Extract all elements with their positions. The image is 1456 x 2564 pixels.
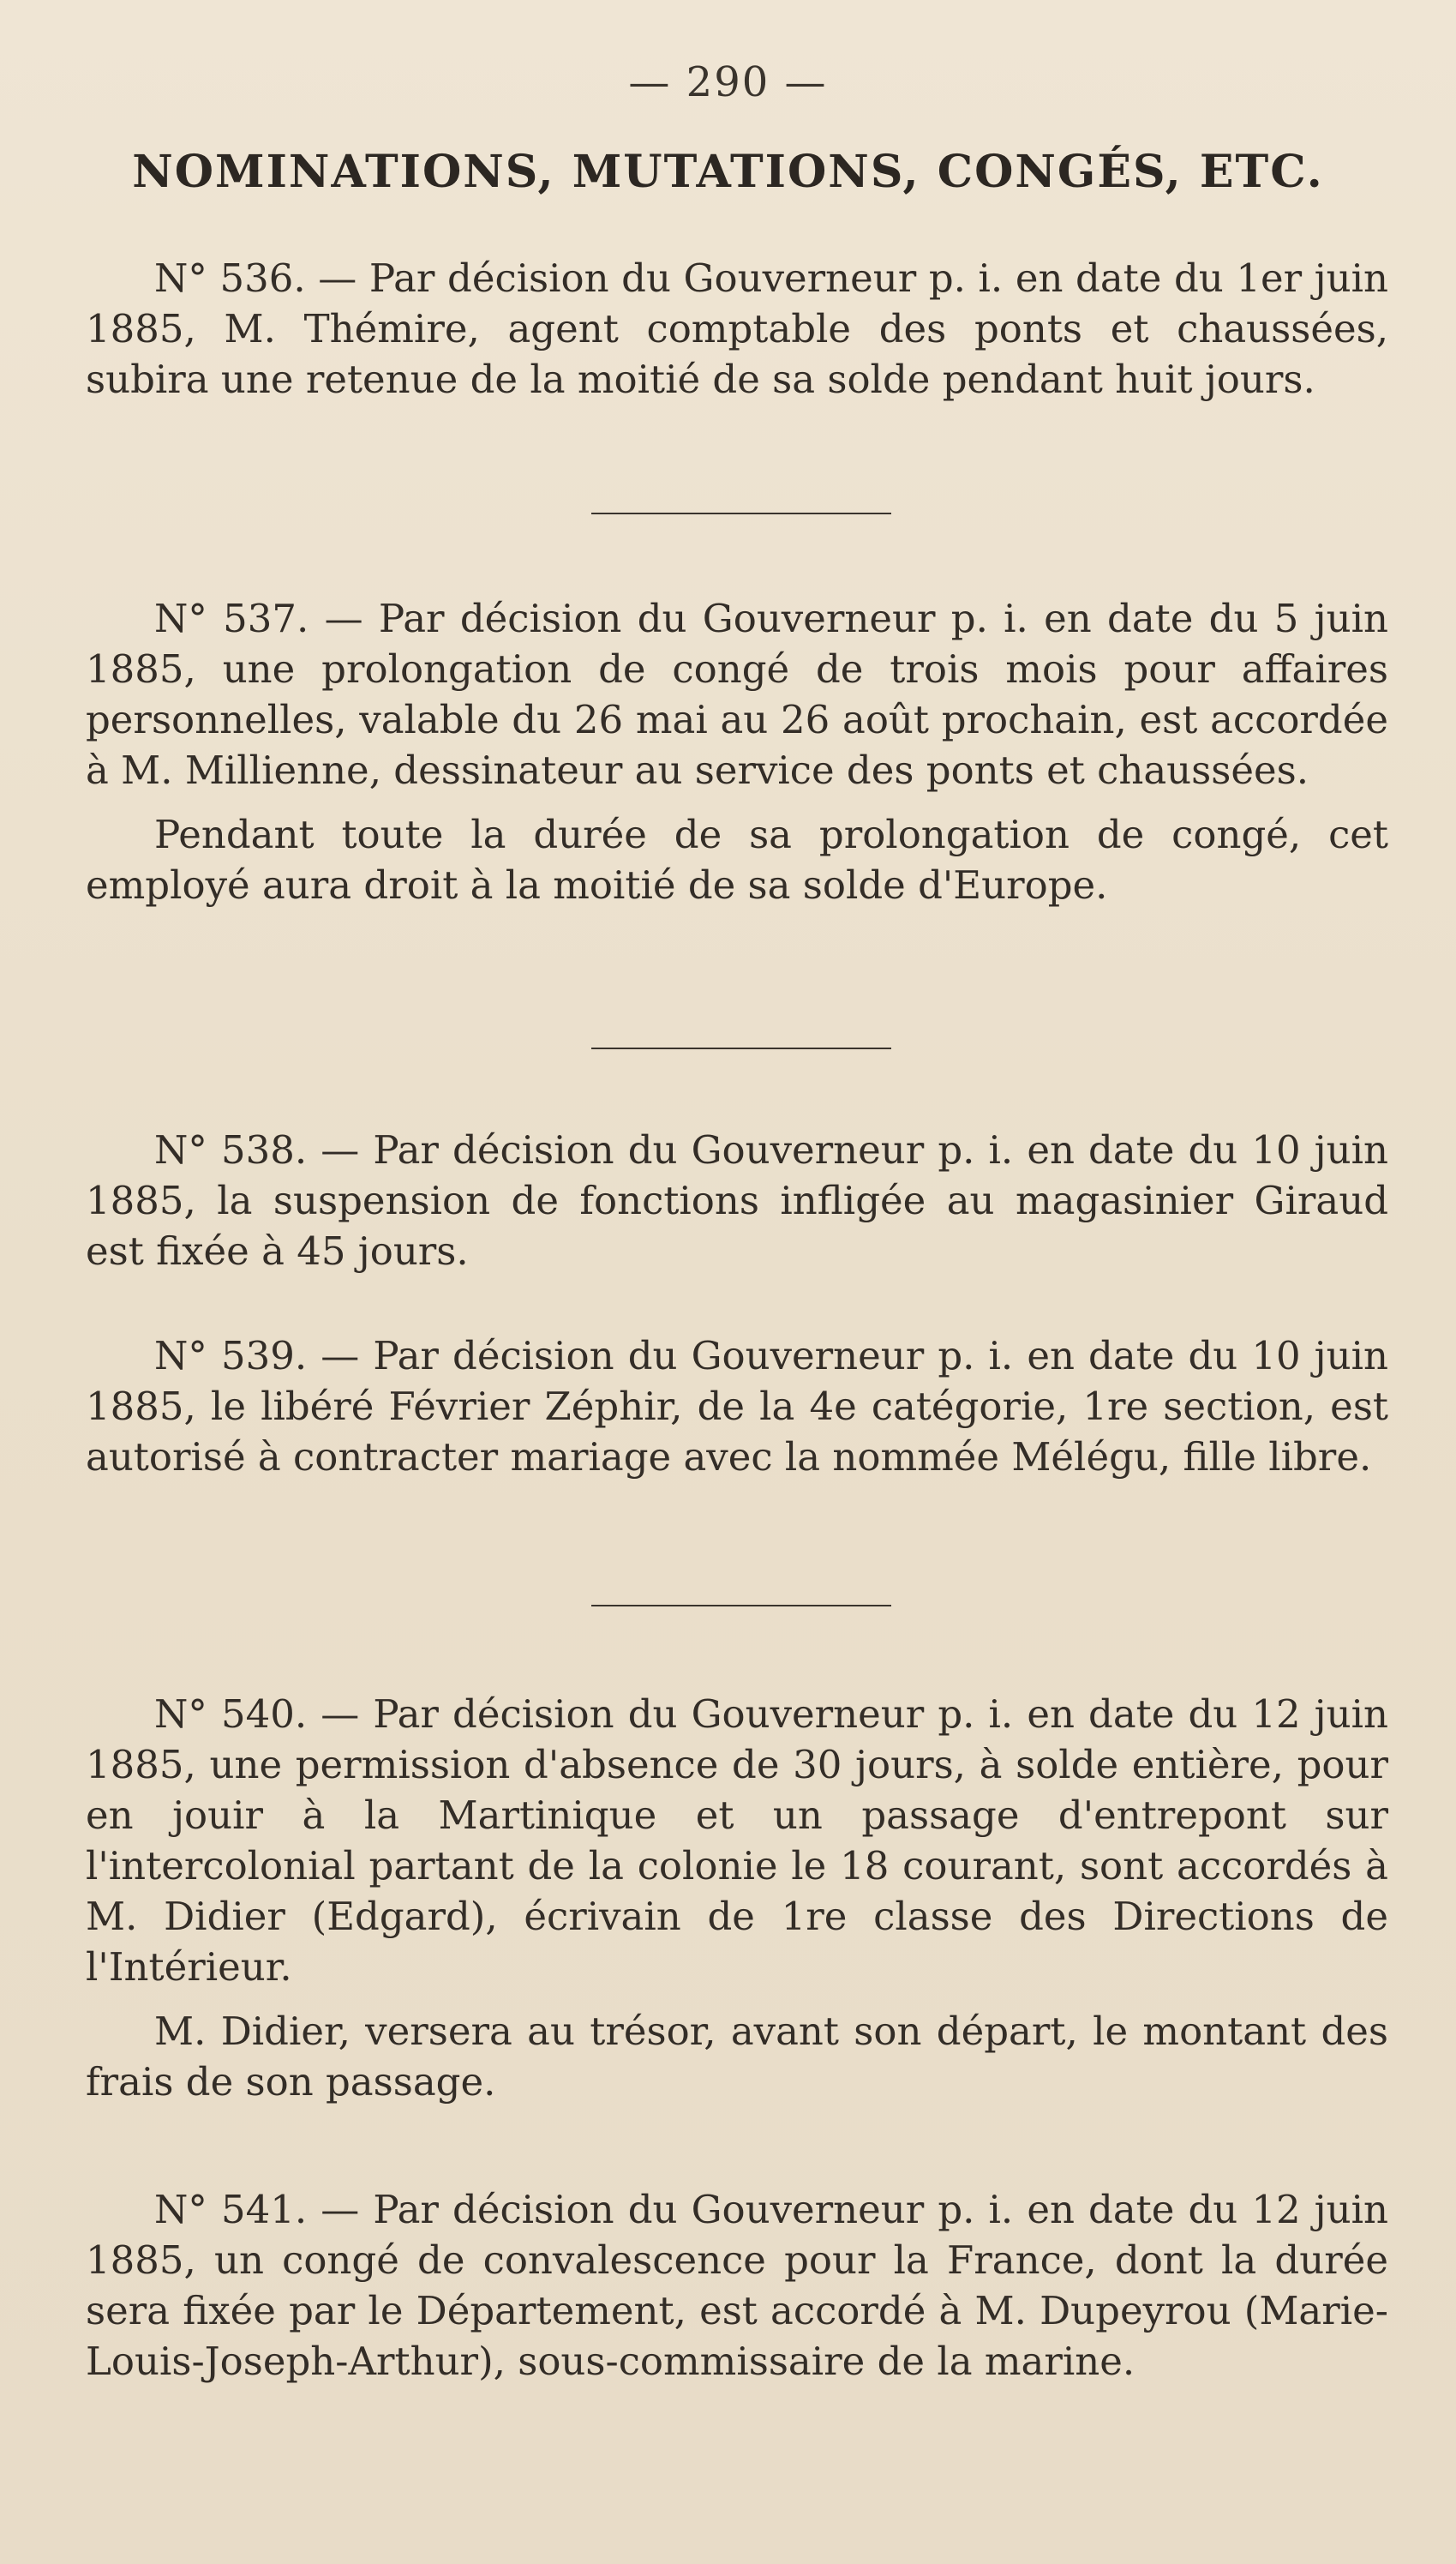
entry-paragraph: N° 536. — Par décision du Gouverneur p. i. en date du 1er juin 1885, M. Thémire, agent comptable des ponts et chaussées, subira une retenue de la moitié de sa solde pendant huit jours. (86, 255, 1388, 402)
entry-538 (86, 1125, 1388, 1276)
entry-536 (86, 253, 1388, 405)
entry-paragraph: N° 541. — Par décision du Gouverneur p. i. en date du 12 juin 1885, un congé de convalescence pour la France, dont la durée sera fixée par le Département, est accordé à M. Dupeyrou (Marie-Louis-Joseph-Arthur), sous-commissaire de la marine. (86, 2187, 1388, 2384)
entry-paragraph: N° 540. — Par décision du Gouverneur p. i. en date du 12 juin 1885, une permission d'absence de 30 jours, à solde entière, pour en jouir à la Martinique et un passage d'entrepont sur l'intercolonial partant de la colonie le 18 courant, sont accordés à M. Didier (Edgard), écrivain de 1re classe des Directions de l'Intérieur. (86, 1691, 1388, 1990)
entry-paragraph: N° 537. — Par décision du Gouverneur p. i. en date du 5 juin 1885, une prolongation de congé de trois mois pour affaires personnelles, valable du 26 mai au 26 août prochain, est accordée à M. Millienne, dessinateur au service des ponts et chaussées. (86, 596, 1388, 793)
page-number: — 290 — (628, 58, 828, 106)
entry-537 (86, 593, 1388, 910)
entry-paragraph: Pendant toute la durée de sa prolongation de congé, cet employé aura droit à la moitié de sa solde d'Europe. (86, 812, 1388, 908)
separator-rule (591, 1605, 891, 1606)
section-title: NOMINATIONS, MUTATIONS, CONGÉS, ETC. (132, 146, 1324, 198)
entry-539 (86, 1330, 1388, 1482)
entry-paragraph: M. Didier, versera au trésor, avant son départ, le montant des frais de son passage. (86, 2009, 1388, 2105)
entry-540 (86, 1689, 1388, 2107)
entry-paragraph: N° 539. — Par décision du Gouverneur p. i. en date du 10 juin 1885, le libéré Février Zéphir, de la 4e catégorie, 1re section, est autorisé à contracter mariage avec la nommée Mélégu, fille libre. (86, 1333, 1388, 1480)
entry-541 (86, 2184, 1388, 2387)
separator-rule (591, 513, 891, 514)
entry-paragraph: N° 538. — Par décision du Gouverneur p. i. en date du 10 juin 1885, la suspension de fonctions infligée au magasinier Giraud est fixée à 45 jours. (86, 1127, 1388, 1274)
separator-rule (591, 1048, 891, 1049)
